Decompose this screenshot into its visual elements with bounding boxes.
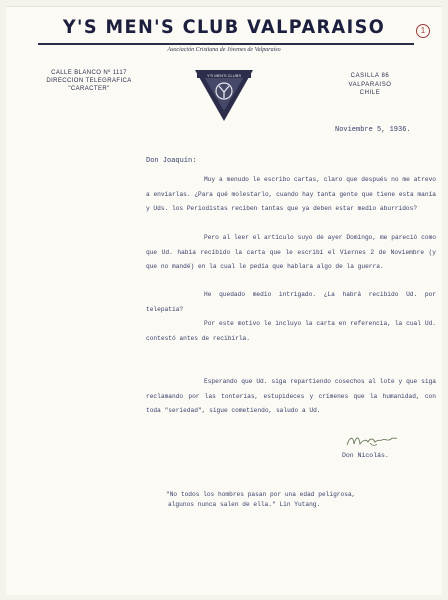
- left-address: [44, 69, 134, 93]
- address-country: CHILE: [359, 90, 381, 96]
- closing-name: Don Nicolás.: [342, 452, 389, 459]
- paragraph-2: Pero al leer el artículo suyo de ayer Domingo, me pareció como que Ud. había recibido la carta que le escribí el Viernes 2 de Noviembre (y que no mandé) en la cual le pedía que hablara algo de la guerra.: [146, 234, 436, 270]
- paragraph-3: He quedado medio intrigado. ¿La habrá recibido Ud. por telepatía?: [146, 291, 436, 313]
- letterhead-subtitle: Asociación Cristiana de Jóvenes de Valparaíso: [167, 47, 281, 53]
- quote-line-2: algunos nunca salen de ella." Lin Yutang.: [168, 501, 321, 508]
- page-number-circle: 1: [416, 24, 430, 38]
- emblem-text: Y'S MEN'S CLUBS: [207, 73, 241, 78]
- paragraph-4: Por este motivo le incluyo la carta en referencia, la cual Ud. contestó antes de recibirla.: [146, 320, 436, 342]
- letter-date: Noviembre 5, 1936.: [335, 126, 411, 134]
- salutation: Don Joaquín:: [146, 157, 197, 165]
- address-street: CALLE BLANCO Nº 1117: [51, 70, 127, 76]
- paragraph-5: Esperando que Ud. siga repartiendo cosechos al lote y que siga reclamando por las tonterías, estupideces y crímenes que la humanidad, con toda "seriedad", sigue cometiendo, saludo a Ud.: [146, 378, 436, 414]
- handwritten-signature: [344, 430, 399, 450]
- address-telegraph-name: "CARACTER": [68, 86, 110, 92]
- club-emblem-icon: [193, 67, 255, 123]
- right-address: [340, 72, 400, 98]
- quote-line-1: "No todos los hombres pasan por una edad peligrosa,: [166, 491, 356, 498]
- address-po-box: CASILLA 86: [350, 73, 390, 79]
- club-title: Y'S MEN'S CLUB VALPARAISO: [62, 16, 386, 38]
- address-telegraph-label: DIRECCION TELEGRAFICA: [46, 78, 132, 84]
- epigraph-quote: [166, 490, 426, 510]
- address-city: VALPARAISO: [348, 81, 392, 88]
- title-rule: [38, 43, 414, 45]
- paragraph-1: Muy a menudo le escribo cartas, claro que después no me atrevo a enviarlas. ¿Para qué molestarlo, cuando hay tanta gente que tiene esta manía y Uds. los Periodistas reciben tantas que ya deben estar medio aburridos?: [146, 176, 436, 212]
